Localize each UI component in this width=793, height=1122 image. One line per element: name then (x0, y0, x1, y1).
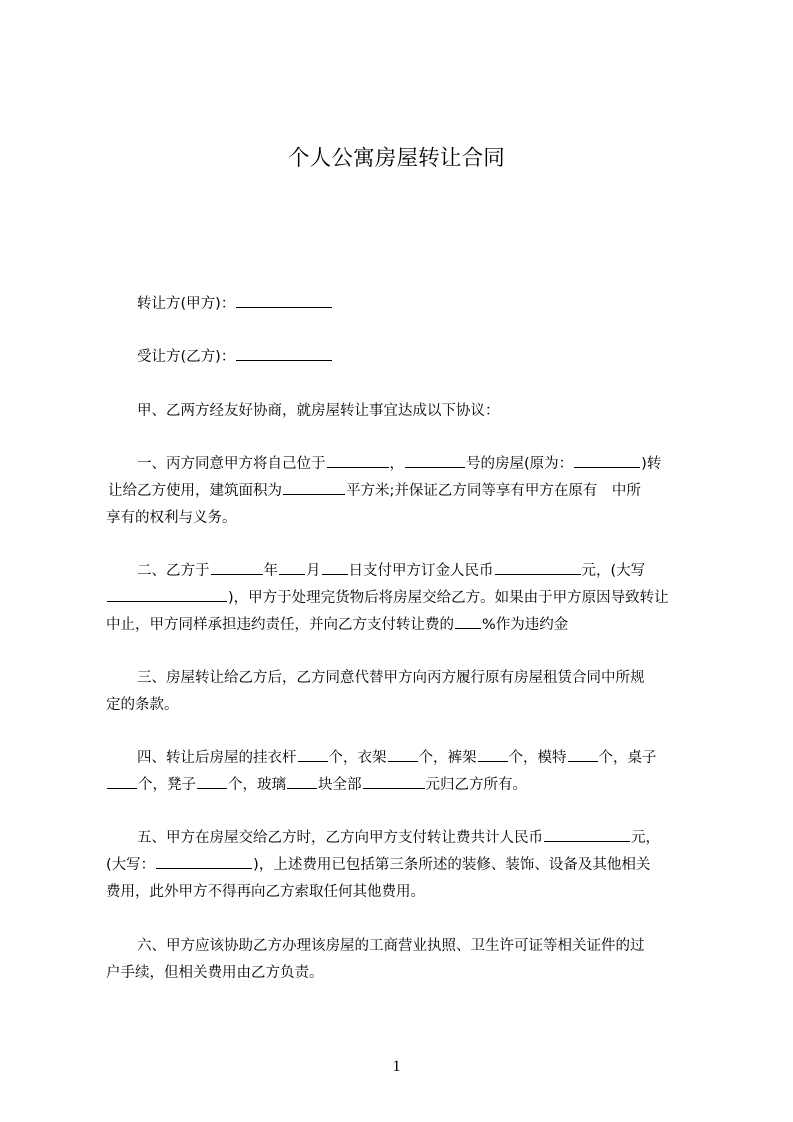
blank (455, 615, 481, 629)
blank (298, 748, 328, 762)
clause-2-line-1 (137, 559, 737, 580)
blank (283, 481, 345, 495)
text-span: 块全部 (318, 777, 362, 793)
clause-3-line-2: 定的条款。 (106, 697, 179, 713)
text-span: 中止，甲方同样承担违约责任，并向乙方支付转让费的 (106, 617, 454, 633)
text-span: 个，衣架 (328, 750, 387, 766)
clause-5-line-3: 费用，此外甲方不得再向乙方索取任何其他费用。 (106, 884, 425, 900)
text-span: (大写： (106, 857, 156, 873)
text-span: 元归乙方所有。 (425, 777, 527, 793)
blank (405, 454, 465, 468)
text-span: 元，(大写 (581, 563, 646, 579)
clause-5-line-1 (137, 826, 737, 847)
party-a-line (137, 292, 737, 313)
text-span: )，上述费用已包括第三条所述的装修、装饰、设备及其他相关 (253, 857, 651, 873)
text-span: 四、转让后房屋的挂衣杆 (137, 750, 297, 766)
blank (211, 561, 263, 575)
clause-2-line-3 (106, 613, 706, 634)
blank (574, 454, 640, 468)
blank (107, 775, 137, 789)
text-span: 元， (631, 830, 660, 846)
text-span: 平方米;并保证乙方同等享有甲方在原有 中所 (346, 483, 641, 499)
text-span: 个，裤架 (418, 750, 477, 766)
text-span: 个，凳子 (138, 777, 196, 793)
blank (107, 588, 227, 602)
blank (363, 775, 425, 789)
clause-1-line-2 (108, 479, 708, 500)
text-span: )转 (641, 456, 662, 472)
text-span: 让给乙方使用，建筑面积为 (108, 483, 282, 499)
blank (495, 561, 581, 575)
text-span: 五、甲方在房屋交给乙方时，乙方向甲方支付转让费共计人民币 (137, 830, 543, 846)
text-span: 个，玻璃 (228, 777, 286, 793)
blank (388, 748, 418, 762)
text-span: 二、乙方于 (137, 563, 210, 579)
text-span: 号的房屋(原为： (466, 456, 574, 472)
text-span: )，甲方于处理完货物后将房屋交给乙方。如果由于甲方原因导致转让 (228, 590, 669, 606)
text-span: 月 (306, 563, 321, 579)
clause-4-line-2 (106, 773, 706, 794)
clause-6-line-1: 六、甲方应该协助乙方办理该房屋的工商营业执照、卫生许可证等相关证件的过 (137, 938, 645, 954)
blank (322, 561, 348, 575)
party-b-line (137, 345, 737, 366)
text-span: 个，桌子 (598, 750, 657, 766)
page-number: 1 (392, 1058, 401, 1075)
text-span: ， (389, 456, 404, 472)
clause-1-line-1 (137, 452, 737, 473)
clause-4-line-1 (137, 746, 737, 767)
text-span: 一、丙方同意甲方将自己位于 (137, 456, 326, 472)
blank (236, 294, 332, 308)
document-title: 个人公寓房屋转让合同 (287, 146, 505, 171)
text-span: 个，模特 (508, 750, 567, 766)
party-a-label: 转让方(甲方)： (137, 296, 236, 312)
blank (568, 748, 598, 762)
text-span: 日支付甲方订金人民币 (348, 563, 494, 579)
blank (287, 775, 317, 789)
clause-5-line-2 (106, 853, 706, 874)
text-span: 年 (263, 563, 278, 579)
blank (279, 561, 305, 575)
clause-6-line-2: 户手续，但相关费用由乙方负责。 (106, 965, 324, 981)
blank (236, 347, 332, 361)
clause-2-line-2 (106, 586, 706, 607)
clause-1-line-3: 享有的权利与义务。 (106, 510, 237, 526)
blank (327, 454, 389, 468)
party-b-label: 受让方(乙方)： (137, 349, 236, 365)
blank (197, 775, 227, 789)
intro-text: 甲、乙两方经友好协商，就房屋转让事宜达成以下协议： (137, 403, 500, 419)
clause-3-line-1: 三、房屋转让给乙方后，乙方同意代替甲方向丙方履行原有房屋租赁合同中所规 (137, 670, 645, 686)
blank (156, 855, 252, 869)
blank (544, 828, 630, 842)
blank (478, 748, 508, 762)
text-span: %作为违约金 (482, 617, 569, 633)
